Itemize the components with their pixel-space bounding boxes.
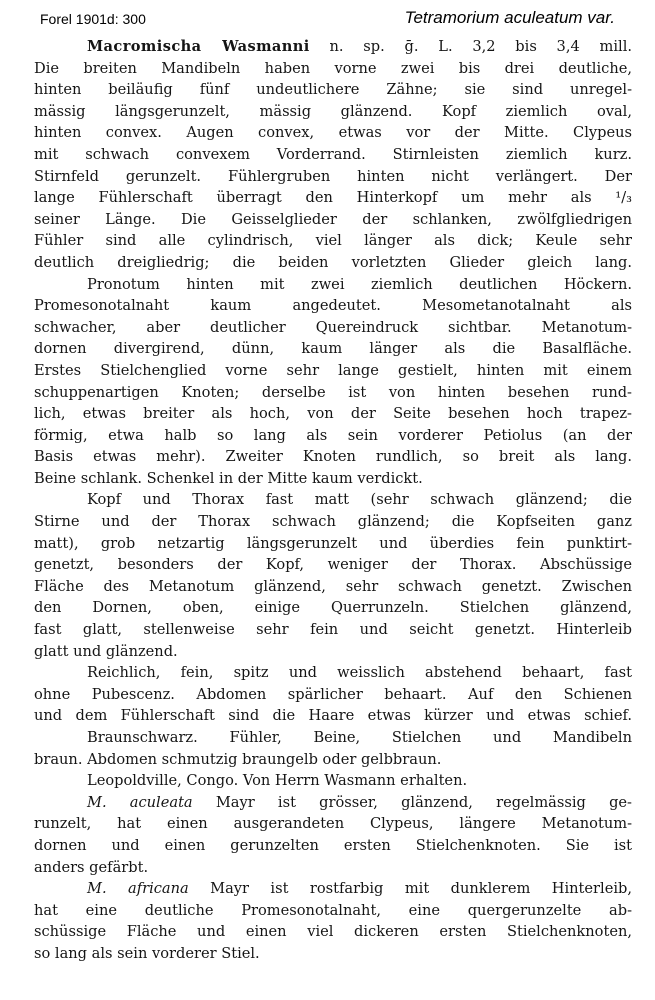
text-line: schuppenartigen Knoten; derselbe ist von hinten besehen rund- [34,383,632,401]
text-line: lich, etwas breiter als hoch, von der Seite besehen hoch trapez- [34,405,632,423]
citation-label: Forel 1901d: 300 [40,11,146,27]
text-fragment: Mayr ist rostfarbig mit dunklerem Hinterleib, [188,880,632,898]
text-line: matt), grob netzartig längsgerunzelt und überdies fein punktirt- [34,534,632,552]
text-line: Reichlich, fein, spitz und weisslich abstehend behaart, fast [87,664,632,682]
paragraph-pilosity [34,662,632,727]
text-line: Fühler sind alle cylindrisch, viel länger als dick; Keule sehr [34,232,632,250]
text-line: Fläche des Metanotum glänzend, sehr schwach genetzt. Zwischen [34,577,632,595]
text-line: ohne Pubescenz. Abdomen spärlicher behaart. Auf den Schienen [34,685,632,703]
paragraph-africana [34,878,632,964]
text-line: hinten beiläufig fünf undeutlichere Zähne; sie sind unregel- [34,81,632,99]
text-line: Stirne und der Thorax schwach glänzend; die Kopfseiten ganz [34,513,632,531]
text-line: hinten convex. Augen convex, etwas vor der Mitte. Clypeus [34,124,632,142]
text-line: hat eine deutliche Promesonotalnaht, eine quergerunzelte ab- [34,901,632,919]
text-line: und dem Fühlerschaft sind die Haare etwas kürzer und etwas schief. [34,707,632,725]
text-line: schwacher, aber deutlicher Quereindruck sichtbar. Metanotum- [34,318,632,336]
text-line: förmig, etwa halb so lang als sein vorderer Petiolus (an der [34,426,632,444]
title-measurements: n. sp. ḡ. L. 3,2 bis 3,4 mill. [309,38,632,55]
paragraph-sculpture [34,489,632,662]
text-line: deutlich dreigliedrig; die beiden vorletzten Glieder gleich lang. [34,253,632,271]
text-line: lange Fühlerschaft überragt den Hinterkopf um mehr als ¹/₃ [34,189,632,207]
text-line: Braunschwarz. Fühler, Beine, Stielchen und Mandibeln [87,729,632,746]
text-line: Kopf und Thorax fast matt (sehr schwach glänzend; die [87,491,632,509]
text-line: so lang als sein vorderer Stiel. [34,944,260,962]
text-line: genetzt, besonders der Kopf, weniger der Thorax. Abschüssige [34,556,632,574]
paragraph-locality [34,770,632,792]
text-line: glatt und glänzend. [34,642,178,660]
text-line: Stirnfeld gerunzelt. Fühlergruben hinten nicht verlängert. Der [34,167,632,185]
text-line: mit schwach convexem Vorderrand. Stirnleisten ziemlich kurz. [34,145,632,163]
text-line: den Dornen, oben, einige Querrunzeln. Stielchen glänzend, [34,599,632,617]
locality-line: Leopoldville, Congo. Von Herrn Wasmann erhalten. [87,772,468,790]
paragraph-aculeata [34,792,632,878]
text-line: braun. Abdomen schmutzig braungelb oder gelbbraun. [34,750,442,768]
text-line [34,792,632,814]
paragraph-pronotum [34,274,632,490]
text-line: schüssige Fläche und einen viel dickeren ersten Stielchenknoten, [34,923,632,941]
text-line: Basis etwas mehr). Zweiter Knoten rundlich, so breit als lang. [34,448,632,466]
text-line [34,878,632,900]
text-fragment: Mayr ist grösser, glänzend, regelmässig ge- [192,793,632,811]
text-line [34,36,632,58]
text-line: Pronotum hinten mit zwei ziemlich deutlichen Höckern. [87,275,632,293]
text-line: Erstes Stielchenglied vorne sehr lange gestielt, hinten mit einem [34,361,632,379]
paragraph-description [34,36,632,274]
text-line: Die breiten Mandibeln haben vorne zwei bis drei deutliche, [34,59,632,77]
page-header [0,8,655,34]
taxon-label: Tetramorium aculeatum var. [404,8,615,27]
text-line: dornen divergirend, dünn, kaum länger als die Basalfläche. [34,340,632,358]
paragraph-colour [34,727,632,770]
text-line: fast glatt, stellenweise sehr fein und seicht genetzt. Hinterleib [34,621,632,639]
text-line: anders gefärbt. [34,858,149,876]
text-line: Beine schlank. Schenkel in der Mitte kaum verdickt. [34,469,423,487]
text-line: runzelt, hat einen ausgerandeten Clypeus, längere Metanotum- [34,815,632,833]
species-name-aculeata: M. aculeata [87,793,193,811]
text-line: Promesonotalnaht kaum angedeutet. Mesometanotalnaht als [34,297,632,315]
text-line: seiner Länge. Die Geisselglieder der schlanken, zwölfgliedrigen [34,210,632,228]
text-line: dornen und einen gerunzelten ersten Stielchenknoten. Sie ist [34,836,632,854]
body-text [34,36,632,965]
species-title: Macromischa Wasmanni [87,38,310,55]
species-name-africana: M. africana [87,880,189,898]
text-line: mässig längsgerunzelt, mässig glänzend. Kopf ziemlich oval, [34,102,632,120]
